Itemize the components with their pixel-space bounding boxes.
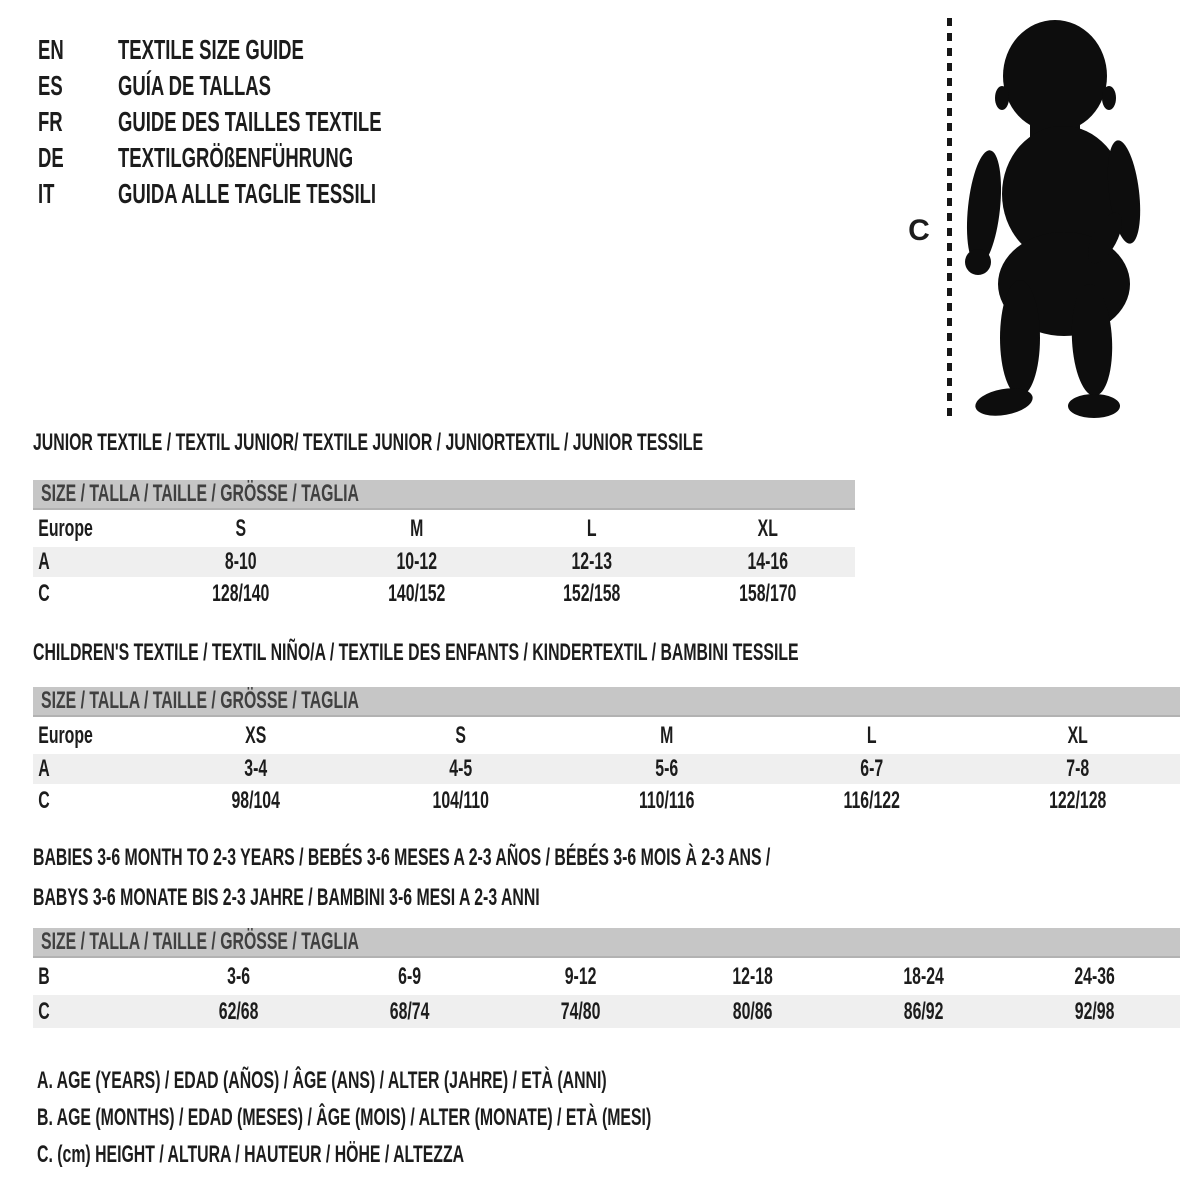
language-code: FR — [38, 106, 63, 137]
measure-legend — [37, 1062, 968, 1173]
table-cell: 62/68 — [218, 997, 259, 1025]
table-cell: XL — [757, 514, 778, 542]
size-header-text: SIZE / TALLA / TAILLE / GRÖSSE / TAGLIA — [41, 928, 359, 955]
table-cell: 10-12 — [395, 548, 437, 575]
row-label: A — [38, 755, 50, 782]
row-label: A — [38, 548, 50, 575]
table-cell: 128/140 — [212, 579, 270, 607]
table-row-europe — [33, 510, 855, 547]
section-title-text: JUNIOR TEXTILE / TEXTIL JUNIOR/ TEXTILE JUNIOR / JUNIORTEXTIL / JUNIOR TESSILE — [33, 429, 704, 456]
row-label: C — [38, 786, 50, 814]
table-row-months — [33, 958, 1180, 995]
table-cell: 12-13 — [571, 548, 613, 575]
size-table-junior — [33, 480, 855, 610]
table-cell: 158/170 — [738, 579, 796, 607]
table-cell: 68/74 — [389, 997, 430, 1025]
size-table-children — [33, 687, 1180, 817]
section-title-babies — [33, 838, 1150, 918]
table-cell: 4-5 — [449, 755, 473, 782]
language-row — [38, 140, 517, 176]
language-code: EN — [38, 34, 64, 65]
size-header-bar — [33, 928, 1180, 958]
table-row-height — [33, 995, 1180, 1028]
table-cell: S — [455, 721, 467, 749]
size-header-text: SIZE / TALLA / TAILLE / GRÖSSE / TAGLIA — [41, 687, 359, 714]
table-cell: 7-8 — [1065, 755, 1089, 782]
section-title-children — [33, 633, 1193, 673]
table-cell: S — [235, 514, 247, 542]
table-cell: L — [586, 514, 597, 542]
table-cell: L — [867, 721, 877, 749]
table-cell: 74/80 — [561, 997, 601, 1025]
table-cell: 8-10 — [224, 548, 257, 575]
language-title: TEXTILE SIZE GUIDE — [118, 34, 304, 65]
table-cell: 24-36 — [1074, 962, 1115, 990]
language-code: IT — [38, 178, 55, 209]
table-cell: M — [659, 721, 674, 749]
table-cell: XL — [1067, 721, 1088, 749]
row-label: Europe — [38, 721, 93, 749]
language-title-list — [38, 32, 517, 212]
table-row-height — [33, 784, 1180, 817]
table-cell: 9-12 — [565, 962, 597, 990]
table-cell: 98/104 — [231, 786, 280, 814]
table-row-europe — [33, 717, 1180, 754]
table-cell: 18-24 — [903, 962, 944, 990]
row-label: C — [38, 997, 50, 1025]
table-row-age — [33, 547, 855, 577]
baby-silhouette — [962, 12, 1142, 420]
height-measure-label: C — [908, 214, 930, 247]
table-cell: 80/86 — [732, 997, 772, 1025]
language-title: GUÍA DE TALLAS — [118, 70, 271, 101]
language-title: TEXTILGRÖßENFÜHRUNG — [118, 142, 354, 173]
section-title-text: CHILDREN'S TEXTILE / TEXTIL NIÑO/A / TEXTILE DES ENFANTS / KINDERTEXTIL / BAMBINI TESSILE — [33, 639, 799, 666]
legend-line-b: B. AGE (MONTHS) / EDAD (MESES) / ÂGE (MOIS) / ALTER (MONATE) / ETÀ (MESI) — [37, 1103, 652, 1131]
language-row — [38, 176, 517, 212]
section-title-text: BABYS 3-6 MONATE BIS 2-3 JAHRE / BAMBINI 3-6 MESI A 2-3 ANNI — [33, 884, 540, 911]
row-label: B — [38, 962, 50, 990]
table-cell: 6-9 — [398, 962, 422, 990]
table-cell: 12-18 — [731, 962, 773, 990]
table-row-height — [33, 577, 855, 610]
table-cell: 122/128 — [1048, 786, 1106, 814]
table-cell: 140/152 — [387, 579, 445, 607]
table-cell: 86/92 — [903, 997, 944, 1025]
table-cell: 152/158 — [563, 579, 621, 607]
table-row-age — [33, 754, 1180, 784]
table-cell: 110/116 — [638, 786, 695, 814]
table-cell: 92/98 — [1074, 997, 1115, 1025]
size-header-bar — [33, 480, 855, 510]
language-row — [38, 32, 517, 68]
section-title-text: BABIES 3-6 MONTH TO 2-3 YEARS / BEBÉS 3-6 MESES A 2-3 AÑOS / BÉBÉS 3-6 MOIS À 2-3 ANS / — [33, 844, 771, 871]
legend-line-c: C. (cm) HEIGHT / ALTURA / HAUTEUR / HÖHE / ALTEZZA — [37, 1140, 465, 1168]
size-header-bar — [33, 687, 1180, 717]
table-cell: 3-4 — [244, 755, 268, 782]
table-cell: M — [409, 514, 423, 542]
language-code: ES — [38, 70, 63, 101]
size-table-babies — [33, 928, 1180, 1028]
size-header-text: SIZE / TALLA / TAILLE / GRÖSSE / TAGLIA — [41, 480, 359, 507]
height-measure-line — [947, 18, 952, 416]
table-cell: 104/110 — [432, 786, 490, 814]
language-row — [38, 104, 517, 140]
language-code: DE — [38, 142, 64, 173]
table-cell: 3-6 — [227, 962, 251, 990]
table-cell: 5-6 — [655, 755, 678, 782]
table-cell: 6-7 — [860, 755, 884, 782]
row-label: C — [38, 579, 50, 607]
table-cell: 14-16 — [746, 548, 788, 575]
table-cell: 116/122 — [843, 786, 901, 814]
section-title-junior — [33, 423, 1048, 463]
language-title: GUIDE DES TAILLES TEXTILE — [118, 106, 382, 137]
row-label: Europe — [38, 514, 93, 542]
language-title: GUIDA ALLE TAGLIE TESSILI — [118, 178, 377, 209]
language-row — [38, 68, 517, 104]
table-cell: XS — [245, 721, 267, 749]
legend-line-a: A. AGE (YEARS) / EDAD (AÑOS) / ÂGE (ANS) / ALTER (JAHRE) / ETÀ (ANNI) — [37, 1066, 607, 1094]
